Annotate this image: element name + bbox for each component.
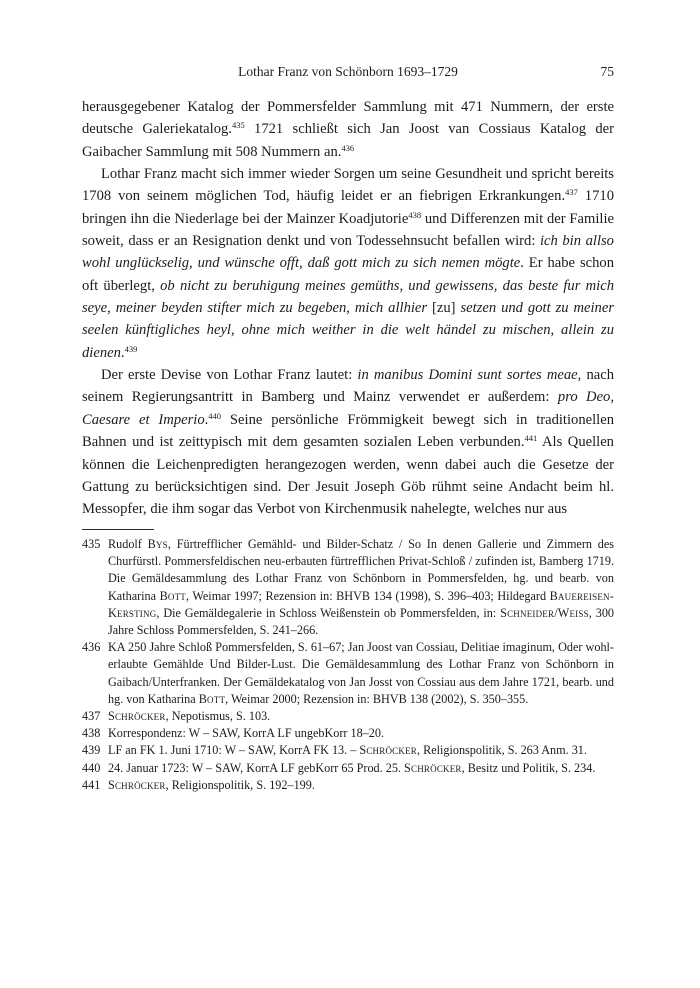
text-run: , Weimar 2000; Rezension in: BHVB 138 (2002), S. 350–355.	[225, 691, 529, 706]
footnote-440	[82, 760, 614, 777]
footnote-number: 440	[82, 760, 101, 775]
quotation: ich bin allso wohl unglückselig, und wünsche offt, daß gott mich zu sich nemen mögte	[82, 233, 614, 272]
text-run: 1721 schließt sich Jan Joost van Cossiaus Katalog der Gaibacher Sammlung mit 508 Nummern an.	[82, 121, 615, 160]
paragraph-3	[82, 364, 614, 520]
running-head	[82, 64, 614, 82]
text-run: und Differenzen mit der Familie soweit, dass er an Resignation denkt und von Todessehnsucht befallen wird:	[82, 210, 614, 250]
footnote-436	[82, 639, 614, 708]
author-name: Schröcker	[359, 743, 417, 758]
footnote-437	[82, 708, 614, 725]
text-run: , Weimar 1997; Rezension in: BHVB 134 (1998), S. 396–403; Hildegard	[186, 588, 550, 603]
text-run: Korrespondenz: W – SAW, KorrA LF ungebKorr 18–20.	[108, 726, 385, 741]
footnote-number: 435	[82, 537, 101, 551]
footnote-separator	[82, 529, 154, 530]
text-run: , 300 Jahre Schloss Pommersfelden, S. 241–266.	[108, 605, 615, 638]
text-run: , Religionspolitik, S. 192–199.	[165, 777, 315, 792]
author-name: Schröcker	[108, 709, 166, 724]
text-run: , Besitz und Politik, S. 234.	[461, 760, 596, 775]
body-text	[82, 96, 614, 521]
text-run: .	[120, 344, 125, 361]
text-run: LF an FK 1. Juni 1710: W – SAW, KorrA FK 13. –	[108, 743, 360, 758]
footnote-number: 437	[82, 709, 101, 724]
footnote-ref-439: 439	[124, 343, 138, 354]
footnote-438	[82, 725, 614, 742]
text-run: , Fürtrefflicher Gemähld- und Bilder-Schatz / So In denen Gallerie und Zimmern des Churfürstl. Pommersfeldischen neu-erbauten fürtrefflichen Privat-Schloß / zufinden ist, Bamberg 1719. Die Gemäldesammlung des Lothar Franz von Schönborn in Pommersfelden, hg. und bearb. von Katharina	[108, 537, 615, 603]
footnote-number: 439	[82, 743, 101, 758]
text-run: 1710 bringen ihn die Niederlage bei der Mainzer Koadjutorie	[82, 188, 614, 227]
text-run: KA 250 Jahre Schloß Pommersfelden, S. 61–67; Jan Joost van Cossiau, Delitiae imaginum, Oder wohl-erlaubte Gemählde Und Bilder-Lust. Die Gemäldesammlung des Lothar Franz von Schönborn in Gaibach/Unterfranken. Der Gemäldekatalog von Jan Josst von Cossiau aus dem Jahre 1721, bearb. und hg. von Katharina	[108, 640, 614, 706]
footnote-ref-436: 436	[341, 142, 355, 153]
author-name: Schröcker	[108, 777, 166, 792]
author-name: Bott	[198, 691, 226, 706]
footnote-ref-437: 437	[565, 187, 578, 198]
text-run: Als Quellen können die Leichenpredigten herangezogen werden, wenn dabei auch die Gesetze der Gattung zu berücksichtigen sind. Der Jesuit Joseph Göb rühmt seine Andacht beim hl. Messopfer, die ihm sogar das Verbot von Kirchenmusik nahelegte, welches nur aus	[82, 434, 614, 518]
quotation: setzen und gott zu meiner seelen künftigliches heyl, ohne mich weither in die welt händel zu mischen, allein zu dienen	[82, 300, 615, 361]
text-run: , Nepotismus, S. 103.	[165, 709, 271, 724]
quotation: ob nicht zu beruhigung meines gemüths, und gewissens, das beste fur mich seye, meiner beyden stifter mich zu begeben, mich allhier	[82, 277, 614, 317]
text-run: herausgegebener Katalog der Pommersfelder Sammlung mit 471 Nummern, der erste deutsche Galeriekatalog.	[82, 99, 614, 138]
footnote-number: 441	[82, 777, 101, 792]
text-run: Rudolf	[108, 537, 148, 551]
text-run: , Die Gemäldegalerie in Schloss Weißenstein ob Pommersfelden, in:	[156, 605, 501, 620]
text-run: , nach seinem Regierungsantritt in Bamberg und Mainz verwendet er außerdem:	[82, 367, 614, 406]
text-run: .	[204, 411, 209, 428]
text-run: Der erste Devise von Lothar Franz lautet:	[101, 367, 358, 384]
text-run: [zu]	[427, 300, 461, 317]
footnote-ref-441: 441	[524, 433, 538, 444]
paragraph-2	[82, 163, 614, 364]
text-run: . Er habe schon oft überlegt,	[82, 255, 614, 294]
text-run: 24. Januar 1723: W – SAW, KorrA LF gebKorr 65 Prod. 25.	[108, 760, 405, 775]
text-run: Lothar Franz macht sich immer wieder Sorgen um seine Gesundheit und spricht bereits 1708 von seinem möglichen Tod, häufig leidet er an fiebrigen Erkrankungen.	[82, 166, 614, 205]
footnote-435	[82, 536, 614, 639]
footnotes	[82, 536, 614, 794]
author-name: Bys	[147, 537, 168, 551]
footnote-ref-440: 440	[208, 410, 222, 421]
footnote-ref-435: 435	[231, 120, 245, 131]
running-title: Lothar Franz von Schönborn 1693–1729	[238, 64, 458, 79]
text-run: Seine persönliche Frömmigkeit bewegt sich in traditionellen Bahnen und ist zeittypisch mit dem gesamten sozialen Leben verbunden.	[82, 411, 614, 451]
footnote-441	[82, 777, 614, 794]
paragraph-1	[82, 96, 614, 163]
quotation: in manibus Domini sunt sortes meae	[357, 367, 578, 384]
footnote-number: 436	[82, 640, 101, 655]
text-run: , Religionspolitik, S. 263 Anm. 31.	[416, 743, 587, 758]
footnote-ref-438: 438	[408, 209, 422, 220]
author-name: Bauereisen-Kersting	[108, 588, 614, 620]
author-name: Schröcker	[404, 760, 462, 775]
author-name: Bott	[159, 588, 187, 603]
page-number: 75	[600, 64, 614, 79]
author-name: Schneider/Weiss	[500, 605, 589, 620]
quotation: pro Deo, Caesare et Imperio	[82, 389, 615, 428]
footnote-439	[82, 742, 614, 759]
footnote-number: 438	[82, 726, 101, 741]
